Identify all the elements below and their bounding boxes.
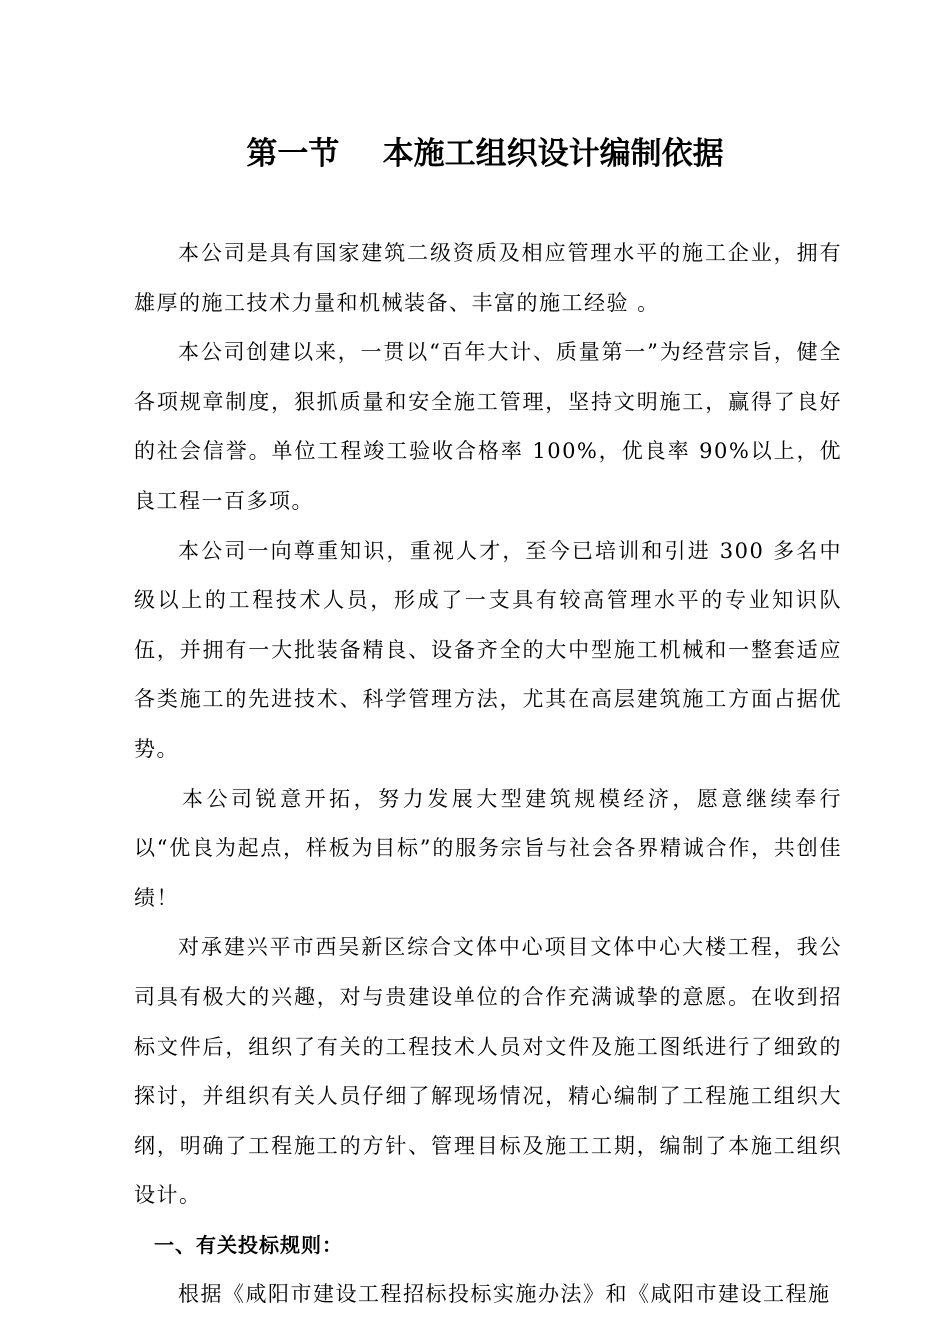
section-heading: 一、有关投标规则： [154,1232,343,1257]
document-body [134,229,842,1320]
page-title: 第一节 本施工组织设计编制依据 [246,136,724,172]
paragraph-company-mission: 本公司锐意开拓，努力发展大型建筑规模经济，愿意继续奉行以“优良为起点，样板为目标”的服务宗旨与社会各界精诚合作，共创佳绩！ [134,786,842,910]
paragraph-company-qualification: 本公司是具有国家建筑二级资质及相应管理水平的施工企业，拥有雄厚的施工技术力量和机械装备、丰富的施工经验 。 [134,241,842,315]
paragraph-company-history: 本公司创建以来，一贯以“百年大计、质量第一”为经营宗旨，健全各项规章制度，狠抓质量和安全施工管理，坚持文明施工，赢得了良好的社会信誉。单位工程竣工验收合格率 100%，优良率 90%以上，优良工程一百多项。 [134,340,842,513]
paragraph-bidding-rules: 根据《咸阳市建设工程招标投标实施办法》和《咸阳市建设工程施 [178,1282,831,1307]
paragraph-company-talent: 本公司一向尊重知识，重视人才，至今已培训和引进 300 多名中级以上的工程技术人员，形成了一支具有较高管理水平的专业知识队伍，并拥有一大批装备精良、设备齐全的大中型施工机械和一整套适应各类施工的先进技术、科学管理方法，尤其在高层建筑施工方面占据优势。 [134,538,842,761]
paragraph-project-intent: 对承建兴平市西吴新区综合文体中心项目文体中心大楼工程，我公司具有极大的兴趣，对与贵建设单位的合作充满诚挚的意愿。在收到招标文件后，组织了有关的工程技术人员对文件及施工图纸进行了细致的探讨，并组织有关人员仔细了解现场情况，精心编制了工程施工组织大纲，明确了工程施工的方针、管理目标及施工工期，编制了本施工组织设计。 [134,935,842,1208]
